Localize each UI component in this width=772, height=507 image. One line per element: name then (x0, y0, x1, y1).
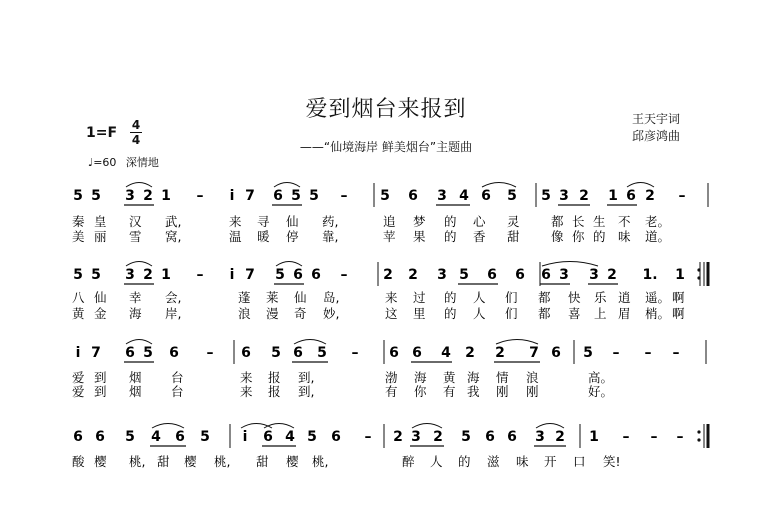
lyric-syllable: 岸, (165, 306, 182, 321)
slur (542, 262, 598, 267)
lyric-syllable: 刚 (496, 384, 509, 399)
lyric-syllable: 高。 (588, 370, 614, 385)
lyric-syllable: 追 (383, 214, 396, 229)
lyric-syllable: 的 (458, 454, 471, 469)
lyric-syllable: 仙 (294, 290, 307, 305)
lyric-syllable: 甜 (507, 229, 520, 244)
slur (126, 183, 152, 188)
note: 7 (529, 345, 539, 361)
lyric-syllable: 好。 (588, 384, 614, 399)
note: 1 (161, 267, 171, 283)
note: 1 (589, 429, 599, 445)
note: – (340, 267, 348, 283)
lyric-syllable: 温 (229, 229, 242, 244)
lyric-syllable: 雪 (129, 229, 142, 244)
slur (412, 424, 442, 429)
note: – (364, 429, 372, 445)
note: 5 (380, 188, 390, 204)
lyric-syllable: 们 (505, 306, 518, 321)
note: 6 (481, 188, 491, 204)
lyric-syllable: 皇 (94, 214, 107, 229)
note: – (206, 345, 214, 361)
lyric-syllable: 汉 (129, 214, 142, 229)
lyric-syllable: 仙 (286, 214, 299, 229)
note: – (622, 429, 630, 445)
lyric-syllable: 滋 (487, 454, 500, 469)
repeat-dot (697, 276, 700, 279)
lyric-syllable: 味 (618, 229, 631, 244)
note: 6 (95, 429, 105, 445)
lyric-syllable: 有 (443, 384, 456, 399)
lyric-syllable: 到 (94, 384, 107, 399)
note: 6 (263, 429, 273, 445)
note: 7 (91, 345, 101, 361)
lyric-syllable: 浪 (526, 370, 539, 385)
lyricist-credit: 王天宇词 (632, 112, 681, 126)
lyric-syllable: 樱 (286, 454, 299, 469)
lyric-syllable: 都 (538, 290, 551, 305)
note: 3 (411, 429, 421, 445)
note: 3 (125, 267, 135, 283)
lyric-syllable: 啊 (672, 306, 685, 321)
song-subtitle: ——“仙境海岸 鲜美烟台”主题曲 (299, 140, 473, 154)
lyric-syllable: 灵 (507, 214, 520, 229)
note: 6 (408, 188, 418, 204)
repeat-dot (697, 438, 700, 441)
lyric-syllable: 苹 (383, 229, 396, 244)
note: 3 (437, 267, 447, 283)
note: 2 (645, 188, 655, 204)
note: 2 (579, 188, 589, 204)
lyric-syllable: 上 (594, 306, 607, 321)
lyric-syllable: 刚 (526, 384, 539, 399)
lyric-syllable: 烟 (129, 384, 142, 399)
note: i (242, 429, 248, 445)
lyric-syllable: 渤 (385, 370, 398, 385)
lyric-syllable: 道。 (645, 229, 671, 244)
lyric-syllable: 有 (385, 384, 398, 399)
lyric-syllable: 烟 (129, 370, 142, 385)
lyric-syllable: 喜 (568, 306, 581, 321)
note: 7 (245, 188, 255, 204)
note: 1 (161, 188, 171, 204)
lyric-syllable: 情 (496, 370, 509, 385)
note: 6 (293, 345, 303, 361)
note: 7 (245, 267, 255, 283)
note: 1 (675, 267, 685, 283)
lyric-syllable: 来 (240, 384, 253, 399)
lyric-syllable: 不 (618, 214, 631, 229)
note: 5 (200, 429, 210, 445)
note: 5 (309, 188, 319, 204)
note: 6 (487, 267, 497, 283)
lyric-syllable: 樱 (94, 454, 107, 469)
note: 5 (91, 267, 101, 283)
lyric-syllable: 的 (444, 290, 457, 305)
lyric-syllable: 都 (538, 306, 551, 321)
note: – (650, 429, 658, 445)
lyric-syllable: 到 (94, 370, 107, 385)
note: 2 (383, 267, 393, 283)
note: 5 (125, 429, 135, 445)
slur (126, 340, 152, 345)
note: 3 (559, 267, 569, 283)
lyric-syllable: 报 (268, 370, 281, 385)
note: 6 (273, 188, 283, 204)
lyric-syllable: 你 (414, 384, 427, 399)
note: 6 (412, 345, 422, 361)
note: 4 (441, 345, 451, 361)
lyric-syllable: 窝, (165, 229, 182, 244)
lyric-syllable: 靠, (322, 229, 339, 244)
note: 3 (125, 188, 135, 204)
lyric-syllable: 像 (551, 229, 564, 244)
note: 5 (459, 267, 469, 283)
slur (126, 262, 152, 267)
note: 4 (285, 429, 295, 445)
lyric-syllable: 都 (551, 214, 564, 229)
lyric-syllable: 人 (473, 290, 486, 305)
lyric-syllable: 开 (544, 454, 557, 469)
lyric-syllable: 黄 (72, 306, 85, 321)
note: 4 (459, 188, 469, 204)
note: 6 (169, 345, 179, 361)
note: 6 (541, 267, 551, 283)
note: – (340, 188, 348, 204)
repeat-dot (697, 268, 700, 271)
note: – (672, 345, 680, 361)
lyric-syllable: 莱 (266, 290, 279, 305)
note: 6 (331, 429, 341, 445)
lyric-syllable: 里 (413, 306, 426, 321)
lyric-syllable: 人 (430, 454, 443, 469)
note: 3 (559, 188, 569, 204)
lyric-syllable: 的 (444, 229, 457, 244)
lyric-syllable: 我 (467, 384, 480, 399)
note: – (676, 429, 684, 445)
lyric-syllable: 甜 (157, 454, 170, 469)
note: 6 (485, 429, 495, 445)
lyric-syllable: 金 (94, 306, 107, 321)
note: 5 (541, 188, 551, 204)
note: 5 (507, 188, 517, 204)
note: 5 (143, 345, 153, 361)
note: i (229, 267, 235, 283)
note: 6 (241, 345, 251, 361)
lyric-syllable: 这 (385, 306, 398, 321)
expression-marking: 深情地 (125, 156, 159, 169)
slur (274, 183, 300, 188)
slur (152, 424, 184, 429)
lyric-syllable: 仙 (94, 290, 107, 305)
note: 3 (589, 267, 599, 283)
lyric-syllable: 过 (413, 290, 426, 305)
lyric-syllable: 甜 (256, 454, 269, 469)
lyric-syllable: 的 (444, 214, 457, 229)
note: 6 (507, 429, 517, 445)
note: 2 (607, 267, 617, 283)
lyric-syllable: 海 (467, 370, 480, 385)
lyric-syllable: 奇 (294, 306, 307, 321)
slur (482, 183, 516, 188)
lyric-syllable: 逍 (618, 290, 631, 305)
lyric-syllable: 妙, (323, 306, 340, 321)
note: – (196, 267, 204, 283)
lyric-syllable: 蓬 (238, 290, 251, 305)
lyric-syllable: 秦 (72, 214, 85, 229)
note: 6 (551, 345, 561, 361)
lyric-syllable: 幸 (129, 290, 142, 305)
note: 6 (293, 267, 303, 283)
lyric-syllable: 会, (165, 290, 182, 305)
slur (496, 340, 538, 345)
lyric-syllable: 寻 (257, 214, 270, 229)
tempo-value: ♩=60 (88, 156, 117, 169)
note: 6 (626, 188, 636, 204)
lyric-syllable: 的 (444, 306, 457, 321)
note: 2 (408, 267, 418, 283)
lyric-syllable: 爱 (72, 384, 85, 399)
lyric-syllable: 来 (240, 370, 253, 385)
lyric-syllable: 香 (473, 229, 486, 244)
song-title: 爱到烟台来报到 (305, 97, 467, 122)
lyric-syllable: 桃, (129, 454, 146, 469)
note: 5 (317, 345, 327, 361)
lyric-syllable: 味 (516, 454, 529, 469)
lyric-syllable: 漫 (266, 306, 279, 321)
note: 3 (535, 429, 545, 445)
composer-credit: 邱彦鸿曲 (632, 129, 681, 143)
lyric-syllable: 梦 (413, 214, 426, 229)
lyric-syllable: 口 (573, 454, 586, 469)
note: 6 (515, 267, 525, 283)
time-signature-bottom: 4 (131, 133, 141, 147)
slur (627, 183, 654, 188)
note: 5 (73, 188, 83, 204)
repeat-dot (697, 430, 700, 433)
lyric-syllable: 暖 (257, 229, 270, 244)
lyric-syllable: 武, (165, 214, 182, 229)
lyric-syllable: 到, (298, 384, 315, 399)
key-signature: 1=F (86, 125, 118, 141)
slur (276, 262, 302, 267)
lyric-syllable: 们 (505, 290, 518, 305)
lyric-syllable: 眉 (618, 306, 631, 321)
lyric-syllable: 醉 (402, 454, 415, 469)
note: 5 (291, 188, 301, 204)
slur (264, 424, 294, 429)
note: 5 (91, 188, 101, 204)
lyric-syllable: 樱 (184, 454, 197, 469)
lyric-syllable: 桃, (214, 454, 231, 469)
lyric-syllable: 八 (72, 290, 85, 305)
lyric-syllable: 黄 (443, 370, 456, 385)
note: – (351, 345, 359, 361)
lyric-syllable: 丽 (94, 229, 107, 244)
lyric-syllable: 停 (286, 229, 299, 244)
note: i (229, 188, 235, 204)
lyric-syllable: 啊 (672, 290, 685, 305)
note: 6 (389, 345, 399, 361)
lyric-syllable: 你 (572, 229, 585, 244)
lyric-syllable: 到, (298, 370, 315, 385)
note: 5 (461, 429, 471, 445)
lyric-syllable: 生 (593, 214, 606, 229)
lyric-syllable: 海 (414, 370, 427, 385)
lyric-syllable: 爱 (72, 370, 85, 385)
lyric-syllable: 药, (322, 214, 339, 229)
note: 5 (307, 429, 317, 445)
note: 1. (642, 267, 658, 283)
lyric-syllable: 心 (473, 214, 486, 229)
lyric-syllable: 浪 (238, 306, 251, 321)
time-signature-top: 4 (131, 118, 141, 132)
note: – (644, 345, 652, 361)
lyric-syllable: 来 (229, 214, 242, 229)
note: 5 (275, 267, 285, 283)
lyric-syllable: 长 (572, 214, 585, 229)
note: 2 (555, 429, 565, 445)
lyric-syllable: 梢。 (645, 306, 671, 321)
note: 2 (433, 429, 443, 445)
note: 5 (271, 345, 281, 361)
lyric-syllable: 的 (593, 229, 606, 244)
note: – (612, 345, 620, 361)
note: 2 (143, 188, 153, 204)
note: 1 (608, 188, 618, 204)
lyric-syllable: 遥。 (645, 290, 671, 305)
lyric-syllable: 美 (72, 229, 85, 244)
note: 6 (73, 429, 83, 445)
note: 5 (583, 345, 593, 361)
lyric-syllable: 人 (473, 306, 486, 321)
note: 2 (465, 345, 475, 361)
note: 2 (393, 429, 403, 445)
note: 6 (125, 345, 135, 361)
slur (294, 340, 326, 345)
lyric-syllable: 快 (568, 290, 581, 305)
lyric-syllable: 老。 (645, 214, 671, 229)
lyric-syllable: 果 (413, 229, 426, 244)
note: 2 (143, 267, 153, 283)
lyric-syllable: 海 (129, 306, 142, 321)
slur (536, 424, 564, 429)
lyric-syllable: 笑! (603, 454, 621, 469)
lyric-syllable: 台 (171, 384, 184, 399)
lyric-syllable: 岛, (323, 290, 340, 305)
note: 5 (73, 267, 83, 283)
note: 3 (437, 188, 447, 204)
lyric-syllable: 报 (268, 384, 281, 399)
lyric-syllable: 来 (385, 290, 398, 305)
lyric-syllable: 乐 (594, 290, 607, 305)
note: i (75, 345, 81, 361)
note: 6 (175, 429, 185, 445)
lyric-syllable: 台 (171, 370, 184, 385)
note: 4 (151, 429, 161, 445)
note: 6 (311, 267, 321, 283)
note: – (196, 188, 204, 204)
lyric-syllable: 酸 (72, 454, 85, 469)
note: – (678, 188, 686, 204)
note: 2 (495, 345, 505, 361)
lyric-syllable: 桃, (312, 454, 329, 469)
